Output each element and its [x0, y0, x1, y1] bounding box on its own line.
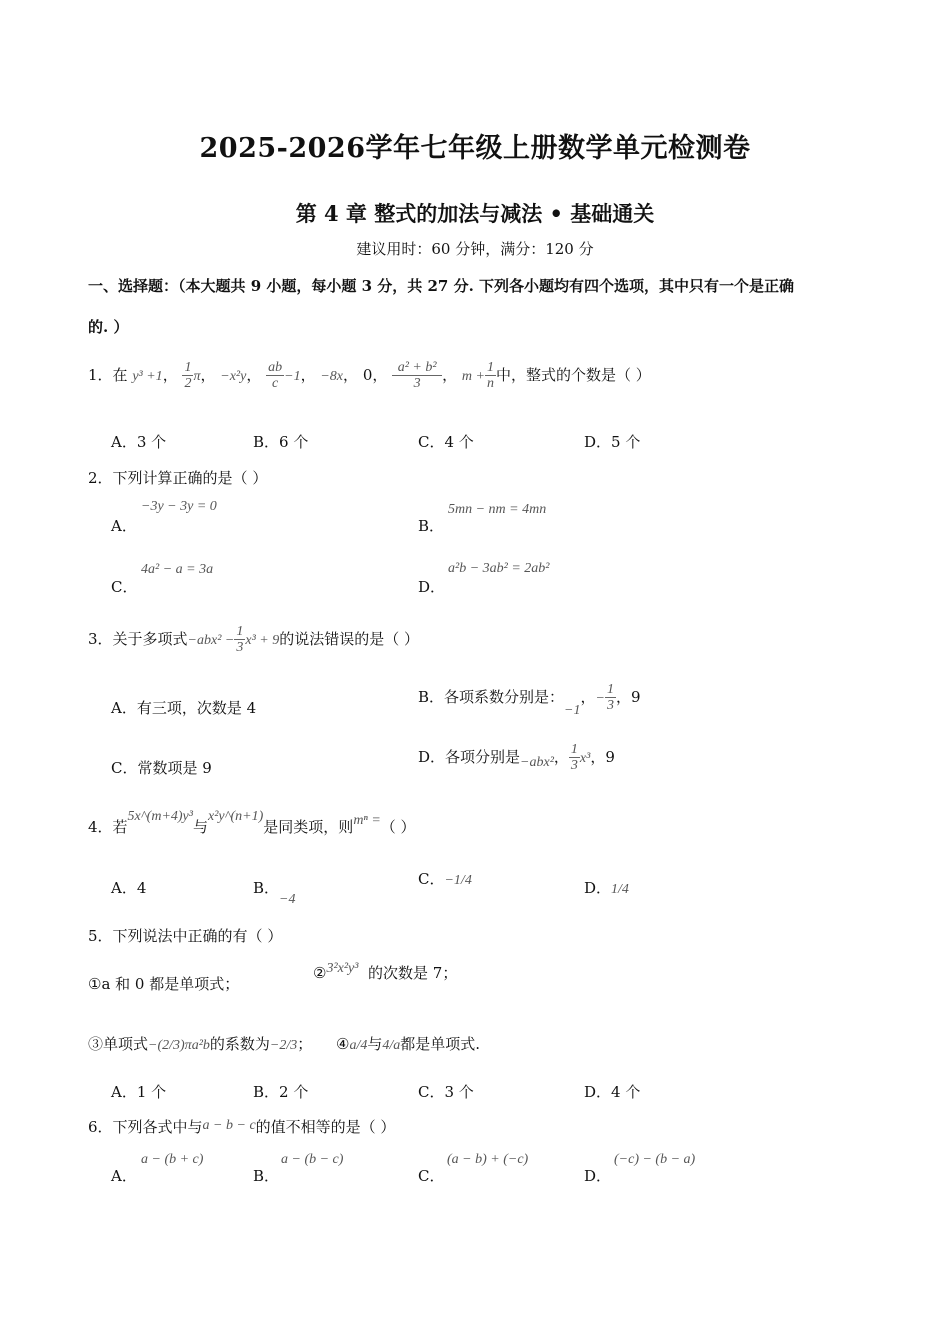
q3-option-c[interactable]: C．常数项是 9: [111, 759, 212, 777]
q4-option-d[interactable]: D．1/4: [584, 879, 629, 897]
q3-option-b[interactable]: B．各项系数分别是：−1，− $\frac{1}{3}$ ，9: [418, 682, 641, 718]
q6-expr-c: (a − b) + (−c): [447, 1152, 529, 1167]
q5-statement-2: ②3²x²y³ 的次数是 7；: [313, 961, 458, 982]
chapter-subtitle: 第 4 章 整式的加法与减法 • 基础通关: [295, 201, 655, 226]
q2-expr-a: −3y − 3y = 0: [141, 499, 217, 514]
q5-statement-4: ④a/4与4/a都是单项式.: [336, 1035, 481, 1053]
q5-statement-1: ①a 和 0 都是单项式；: [88, 975, 240, 993]
q1-expr-1: y³ +1: [132, 368, 163, 384]
q5-option-d[interactable]: D．4 个: [584, 1083, 641, 1101]
question-6-stem: 6．下列各式中与a − b − c的值不相等的是（ ）: [88, 1118, 396, 1136]
q1-option-c[interactable]: C．4 个: [418, 433, 474, 451]
section-heading-line2: 的. ）: [88, 318, 129, 336]
q1-option-d[interactable]: D．5 个: [584, 433, 641, 451]
q2-expr-c: 4a² − a = 3a: [141, 562, 214, 577]
question-1-stem: 1．在 y³ +1， $\frac{1}{2}$ π， −x²y， $\frac{ab}{c}$ −1， −8x， 0， $\frac{\text{a² + b²}}{3}$ ， m + $\frac{1}{n}$ 中，整式的个数是（ ）: [88, 360, 651, 392]
q4-option-c[interactable]: C．−1/4: [418, 870, 472, 888]
q1-expr-3: −x²y: [220, 368, 247, 384]
q1-expr-7: $\frac{\text{a² + b²}}{3}$: [392, 360, 442, 392]
q3-option-a[interactable]: A．有三项，次数是 4: [111, 699, 257, 717]
q6-option-b[interactable]: B．: [253, 1167, 280, 1185]
q1-expr-4: $\frac{ab}{c}$: [268, 360, 283, 392]
section-heading-line1: 一、选择题：（本大题共 9 小题，每小题 3 分，共 27 分. 下列各小题均有四个选项，其中只有一个是正确: [88, 277, 795, 295]
q1-expr-6: 0: [362, 365, 373, 384]
q2-expr-b: 5mn − nm = 4mn: [448, 502, 547, 517]
q2-option-a[interactable]: A．: [111, 517, 137, 535]
question-4-stem: 4．若5x^(m+4)y³与x²y^(n+1)是同类项，则mⁿ =（ ）: [88, 809, 416, 836]
q1-suffix: 中，整式的个数是（ ）: [495, 365, 651, 384]
question-5-stem: 5．下列说法中正确的有（ ）: [88, 927, 283, 945]
q3-option-d[interactable]: D．各项分别是−abx²， $\frac{1}{3}$ x³，9: [418, 742, 615, 774]
q5-option-a[interactable]: A．1 个: [111, 1083, 167, 1101]
question-2-stem: 2．下列计算正确的是（ ）: [88, 469, 268, 487]
q6-expr-a: a − (b + c): [141, 1152, 204, 1167]
q4-option-b[interactable]: B．−4: [253, 879, 296, 907]
q6-expr-d: (−c) − (b − a): [614, 1152, 696, 1167]
q3-expr: −abx² −: [187, 632, 235, 648]
q5-statement-3: ③单项式−(2/3)πa²b的系数为−2/3；: [88, 1035, 313, 1053]
q1-expr-8: m +: [461, 368, 485, 384]
q2-option-c[interactable]: C．: [111, 578, 138, 596]
q2-option-d[interactable]: D．: [418, 578, 446, 596]
q6-option-a[interactable]: A．: [111, 1167, 137, 1185]
q6-option-d[interactable]: D．: [584, 1167, 612, 1185]
q6-expr-b: a − (b − c): [281, 1152, 344, 1167]
exam-title: 2025-2026学年七年级上册数学单元检测卷: [199, 133, 751, 164]
q1-option-a[interactable]: A．3 个: [111, 433, 167, 451]
q1-prefix: 1．在: [88, 365, 128, 384]
question-3-stem: 3．关于多项式−abx² − $\frac{1}{3}$ x³ + 9的说法错误的是（ ）: [88, 624, 419, 656]
q5-option-b[interactable]: B．2 个: [253, 1083, 309, 1101]
time-info: 建议用时：60 分钟，满分：120 分: [356, 240, 594, 258]
q6-option-c[interactable]: C．: [418, 1167, 445, 1185]
q4-option-a[interactable]: A．4: [111, 879, 147, 897]
q1-expr-2: $\frac{1}{2}$: [184, 360, 192, 392]
q1-option-b[interactable]: B．6 个: [253, 433, 309, 451]
q2-expr-d: a²b − 3ab² = 2ab²: [448, 561, 550, 576]
q1-expr-5: −8x: [320, 368, 344, 384]
q5-option-c[interactable]: C．3 个: [418, 1083, 474, 1101]
q2-option-b[interactable]: B．: [418, 517, 445, 535]
